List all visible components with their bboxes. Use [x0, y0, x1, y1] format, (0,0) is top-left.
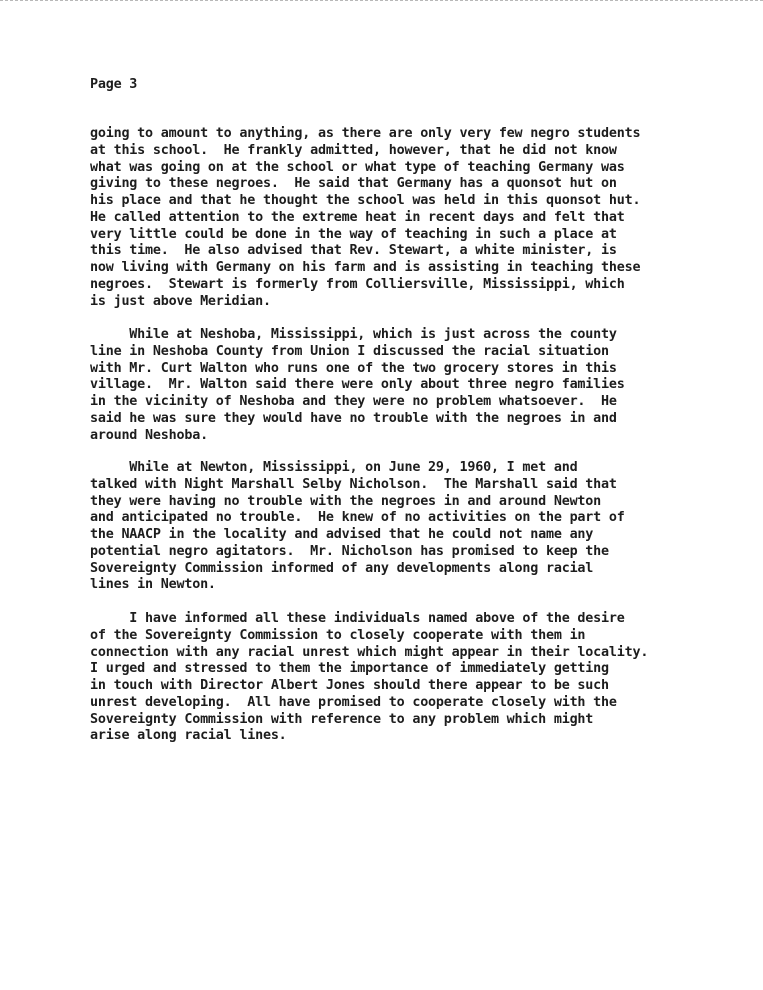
- paragraph-germany-school: going to amount to anything, as there are only very few negro students at this school. He frankly admitted, however, that he did not know what was going on at the school or what type of teaching Germany was giving to these negroes. He said that Germany has a quonsot hut on his place and that he thought the school was held in this quonsot hut. He called attention to the extreme heat in recent days and felt that very little could be done in the way of teaching in such a place at this time. He also advised that Rev. Stewart, a white minister, is now living with Germany on his farm and is assisting in teaching these negroes. Stewart is formerly from Colliersville, Mississippi, which is just above Meridian.: [90, 126, 641, 309]
- paragraph-cooperation: I have informed all these individuals named above of the desire of the Sovereignty Commission to closely cooperate with them in connection with any racial unrest which might appear in their locality. I urged and stressed to them the importance of immediately getting in touch with Director Albert Jones should there appear to be such unrest developing. All have promised to cooperate closely with the Sovereignty Commission with reference to any problem which might arise along racial lines.: [90, 611, 649, 744]
- paragraph-neshoba: While at Neshoba, Mississippi, which is just across the county line in Neshoba County from Union I discussed the racial situation with Mr. Curt Walton who runs one of the two grocery stores in this village. Mr. Walton said there were only about three negro families in the vicinity of Neshoba and they were no problem whatsoever. He said he was sure they would have no trouble with the negroes in and around Neshoba.: [90, 327, 625, 443]
- page-number: Page 3: [90, 77, 138, 92]
- paragraph-newton: While at Newton, Mississippi, on June 29, 1960, I met and talked with Night Marshall Selby Nicholson. The Marshall said that they were having no trouble with the negroes in and around Newton and anticipated no trouble. He knew of no activities on the part of the NAACP in the locality and advised that he could not name any potential negro agitators. Mr. Nicholson has promised to keep the Sovereignty Commission informed of any developments along racial lines in Newton.: [90, 460, 625, 593]
